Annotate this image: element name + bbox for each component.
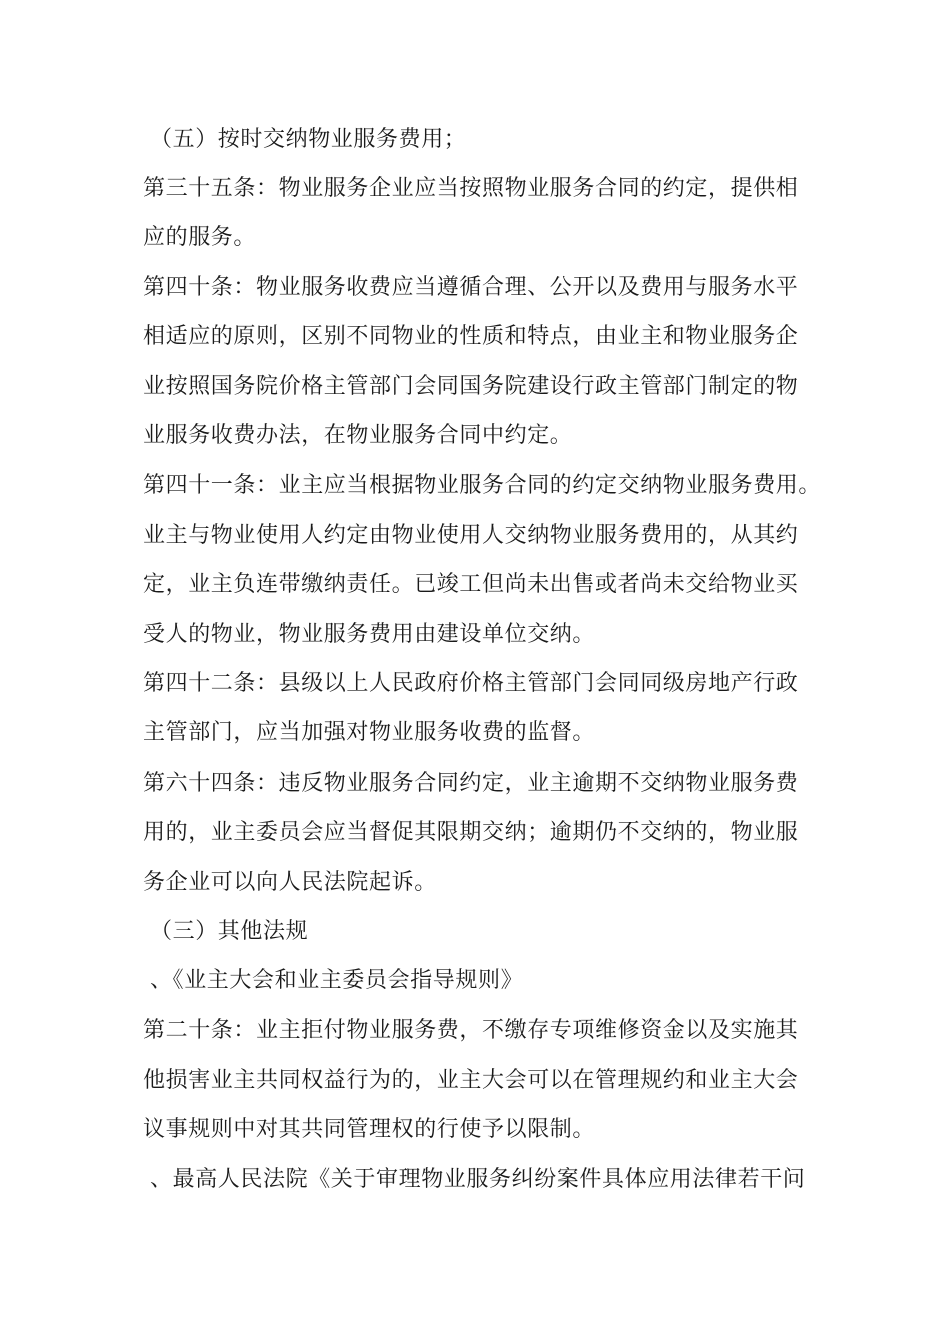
text-line: 他损害业主共同权益行为的，业主大会可以在管理规约和业主大会 bbox=[143, 1068, 799, 1093]
text-line: 业按照国务院价格主管部门会同国务院建设行政主管部门制定的物 bbox=[143, 374, 799, 399]
text-line: 用的，业主委员会应当督促其限期交纳；逾期仍不交纳的，物业服 bbox=[143, 820, 799, 845]
text-line: 相适应的原则，区别不同物业的性质和特点，由业主和物业服务企 bbox=[143, 324, 799, 349]
text-line: 第六十四条：违反物业服务合同约定，业主逾期不交纳物业服务费 bbox=[143, 771, 799, 796]
text-line: 第四十一条：业主应当根据物业服务合同的约定交纳物业服务费用。 bbox=[143, 473, 822, 498]
text-line: 务企业可以向人民法院起诉。 bbox=[143, 870, 437, 895]
text-line: 、《业主大会和业主委员会指导规则》 bbox=[150, 968, 524, 993]
text-line: 第四十二条：县级以上人民政府价格主管部门会同同级房地产行政 bbox=[143, 671, 799, 696]
text-line: 业服务收费办法，在物业服务合同中约定。 bbox=[143, 423, 573, 448]
text-line: 议事规则中对其共同管理权的行使予以限制。 bbox=[143, 1117, 596, 1142]
text-line: 第三十五条：物业服务企业应当按照物业服务合同的约定，提供相 bbox=[143, 176, 799, 201]
text-line: 定，业主负连带缴纳责任。已竣工但尚未出售或者尚未交给物业买 bbox=[143, 572, 799, 597]
text-line: 业主与物业使用人约定由物业使用人交纳物业服务费用的，从其约 bbox=[143, 523, 799, 548]
text-line: （五）按时交纳物业服务费用； bbox=[150, 127, 467, 152]
text-line: 受人的物业，物业服务费用由建设单位交纳。 bbox=[143, 622, 596, 647]
section-heading: （三）其他法规 bbox=[150, 919, 309, 944]
text-line: 、最高人民法院《关于审理物业服务纠纷案件具体应用法律若干问 bbox=[150, 1167, 806, 1192]
text-line: 应的服务。 bbox=[143, 225, 257, 250]
text-line: 主管部门，应当加强对物业服务收费的监督。 bbox=[143, 720, 596, 745]
text-line: 第四十条：物业服务收费应当遵循合理、公开以及费用与服务水平 bbox=[143, 275, 799, 300]
text-line: 第二十条：业主拒付物业服务费，不缴存专项维修资金以及实施其 bbox=[143, 1018, 799, 1043]
